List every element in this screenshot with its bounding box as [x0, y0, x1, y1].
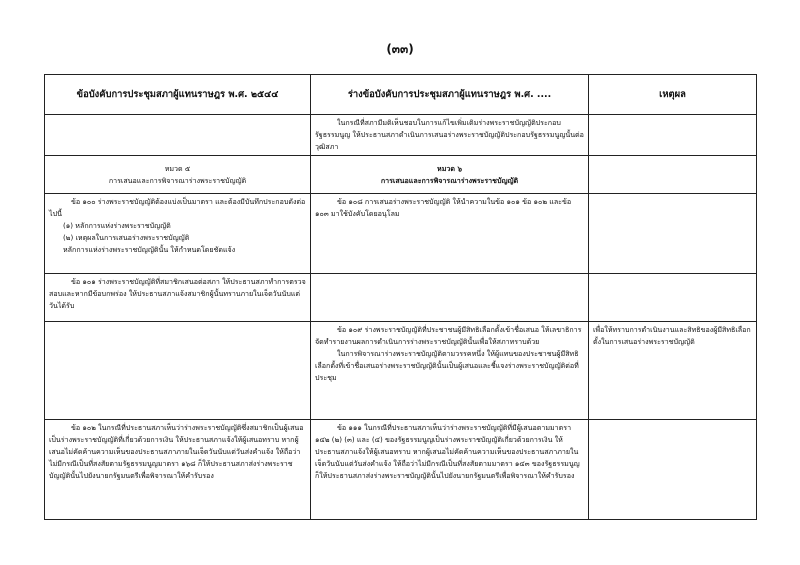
paragraph: เพื่อให้ทราบการดำเนินงานและสิทธิของผู้มีสิทธิเลือกตั้งในการเสนอร่างพระราชบัญญัติ	[593, 325, 751, 346]
table-row	[45, 156, 757, 194]
chapter-heading-cell	[311, 156, 589, 194]
cell-draft-rules	[311, 274, 589, 322]
chapter-title: การเสนอและการพิจารณาร่างพระราชบัญญัติ	[380, 175, 519, 185]
paragraph: ในการพิจารณาร่างพระราชบัญญัติตามวรรคหนึ่ง ให้ผู้แทนของประชาชนผู้มีสิทธิเลือกตั้งที่เข้าชื่อเสนอร่างพระราชบัญญัตินั้นเป็นผู้เสนอและชี้แจงร่างพระราชบัญญัติต่อที่ประชุม	[315, 349, 579, 382]
chapter-number: หมวด ๕	[164, 163, 191, 173]
column-header-draft-rules: ร่างข้อบังคับการประชุมสภาผู้แทนราษฎร พ.ศ. ....	[311, 75, 589, 115]
cell-reason	[589, 322, 757, 420]
cell-current-rules	[45, 115, 311, 156]
cell-reason	[589, 194, 757, 274]
cell-draft-rules	[311, 420, 589, 520]
table-row	[45, 420, 757, 520]
table-row	[45, 322, 757, 420]
paragraph: ข้อ ๑๐๒ ในกรณีที่ประธานสภาเห็นว่าร่างพระราชบัญญัติซึ่งสมาชิกเป็นผู้เสนอเป็นร่างพระราชบัญญัติที่เกี่ยวด้วยการเงิน ให้ประธานสภาแจ้งให้ผู้เสนอทราบ หากผู้เสนอไม่คัดค้านความเห็นของประธานสภาภายในเจ็ดวันนับแต่วันส่งคำแจ้ง ให้ถือว่าไม่มีกรณีเป็นที่สงสัยตามรัฐธรรมนูญมาตรา ๑๖๘ ก็ให้ประธานสภาส่งร่างพระราชบัญญัตินั้นไปยังนายกรัฐมนตรีเพื่อพิจารณาให้คำรับรอง	[49, 423, 304, 480]
table-header-row	[45, 75, 757, 115]
chapter-title: การเสนอและการพิจารณาร่างพระราชบัญญัติ	[108, 175, 247, 185]
paragraph: ข้อ ๑๐๙ ร่างพระราชบัญญัติที่ประชาชนผู้มีสิทธิเลือกตั้งเข้าชื่อเสนอ ให้เลขาธิการจัดทำรายงานผลการดำเนินการร่างพระราชบัญญัตินั้นเพื่อให้สภาทราบด้วย	[315, 325, 582, 346]
cell-reason	[589, 274, 757, 322]
cell-draft-rules	[311, 194, 589, 274]
paragraph: ข้อ ๑๐๐ ร่างพระราชบัญญัติต้องแบ่งเป็นมาตรา และต้องมีบันทึกประกอบดังต่อไปนี้	[49, 197, 306, 218]
cell-current-rules	[45, 274, 311, 322]
cell-draft-rules	[311, 115, 589, 156]
paragraph: หลักการแห่งร่างพระราชบัญญัตินั้น ให้กำหนดโดยชัดแจ้ง	[63, 245, 236, 254]
column-header-current-rules: ข้อบังคับการประชุมสภาผู้แทนราษฎร พ.ศ. ๒๕๔๔	[45, 75, 311, 115]
paragraph: ในกรณีที่สภามีมติเห็นชอบในการแก้ไขเพิ่มเติมร่างพระราชบัญญัติประกอบรัฐธรรมนูญ ให้ประธานสภาดำเนินการเสนอร่างพระราชบัญญัติประกอบรัฐธรรมนูญนั้นต่อวุฒิสภา	[315, 118, 584, 151]
table-row	[45, 115, 757, 156]
cell-reason	[589, 156, 757, 194]
comparison-table	[44, 74, 757, 520]
paragraph: ข้อ ๑๑๑ ในกรณีที่ประธานสภาเห็นว่าร่างพระราชบัญญัติที่มีผู้เสนอตามมาตรา ๑๔๒ (๒) (๓) และ (๔) ของรัฐธรรมนูญเป็นร่างพระราชบัญญัติเกี่ยวด้วยการเงิน ให้ประธานสภาแจ้งให้ผู้เสนอทราบ หากผู้เสนอไม่คัดค้านความเห็นของประธานสภาภายในเจ็ดวันนับแต่วันส่งคำแจ้ง ให้ถือว่าไม่มีกรณีเป็นที่สงสัยตามมาตรา ๑๔๓ ของรัฐธรรมนูญ ก็ให้ประธานสภาส่งร่างพระราชบัญญัตินั้นไปยังนายกรัฐมนตรีเพื่อพิจารณาให้คำรับรอง	[315, 423, 580, 480]
cell-current-rules	[45, 194, 311, 274]
paragraph: ข้อ ๑๐๘ การเสนอร่างพระราชบัญญัติ ให้นำความในข้อ ๑๐๑ ข้อ ๑๐๒ และข้อ ๑๐๓ มาใช้บังคับโดยอนุโลม	[315, 197, 572, 218]
cell-current-rules	[45, 420, 311, 520]
list-item: (๒) เหตุผลในการเสนอร่างพระราชบัญญัติ	[63, 233, 190, 242]
table-row	[45, 194, 757, 274]
table-row	[45, 274, 757, 322]
chapter-number: หมวด ๖	[437, 163, 462, 173]
column-header-reason: เหตุผล	[589, 75, 757, 115]
paragraph: ข้อ ๑๐๑ ร่างพระราชบัญญัติที่สมาชิกเสนอต่อสภา ให้ประธานสภาทำการตรวจสอบและหากมีข้อบกพร่อง ให้ประธานสภาแจ้งสมาชิกผู้นั้นทราบภายในเจ็ดวันนับแต่วันได้รับ	[49, 277, 306, 310]
cell-current-rules	[45, 322, 311, 420]
cell-draft-rules	[311, 322, 589, 420]
cell-reason	[589, 115, 757, 156]
chapter-heading-cell	[45, 156, 311, 194]
cell-reason	[589, 420, 757, 520]
list-item: (๑) หลักการแห่งร่างพระราชบัญญัติ	[63, 221, 171, 230]
page-number: (๓๓)	[386, 42, 414, 56]
